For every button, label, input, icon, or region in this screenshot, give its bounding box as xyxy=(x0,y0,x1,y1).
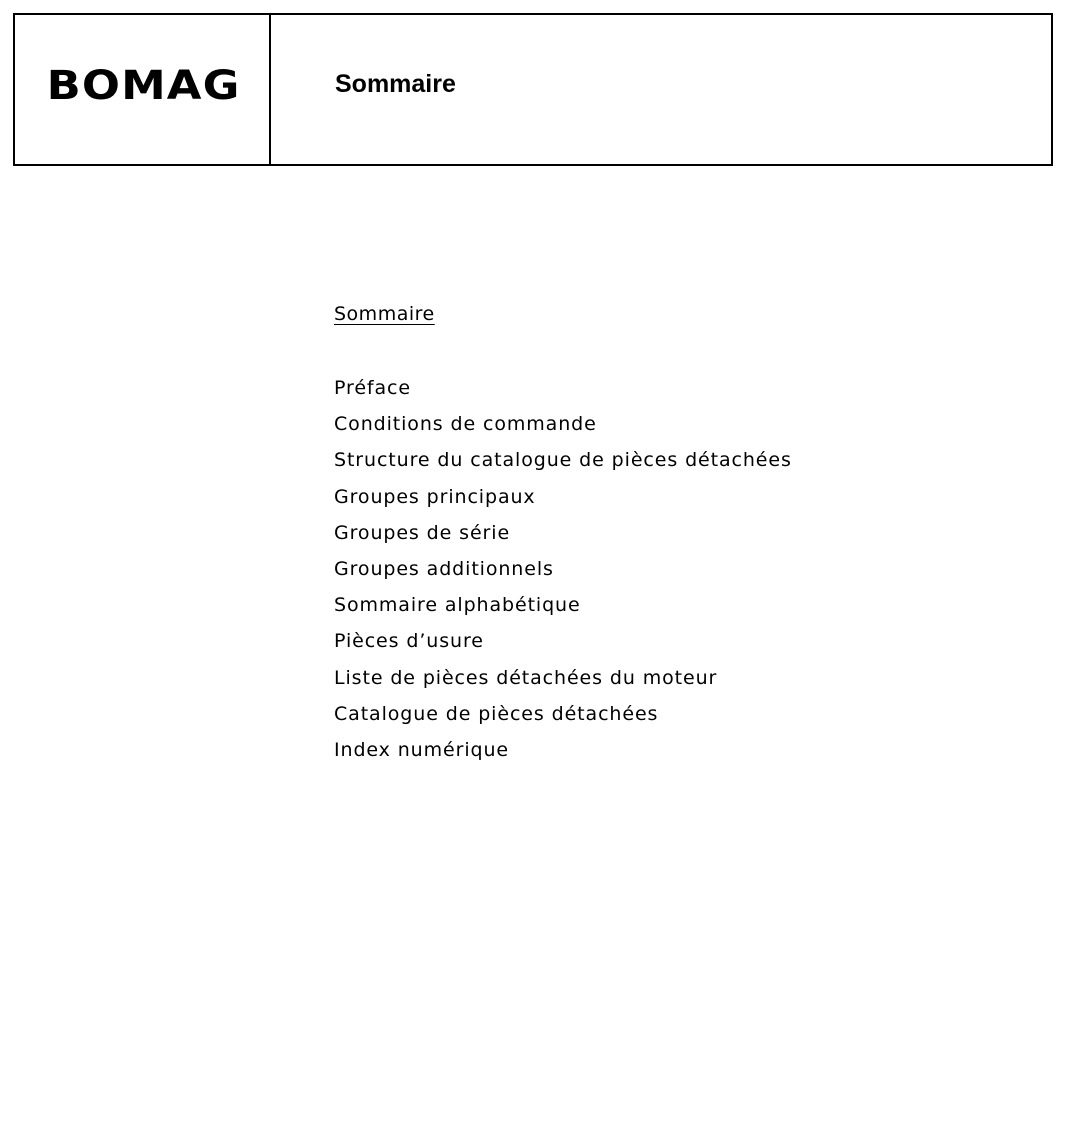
toc-item-groupes-additionnels: Groupes additionnels xyxy=(334,558,554,581)
toc-heading: Sommaire xyxy=(334,303,435,325)
toc-item-sommaire-alphabetique: Sommaire alphabétique xyxy=(334,594,581,617)
toc-item-index-numerique: Index numérique xyxy=(334,739,510,762)
logo-cell xyxy=(15,15,271,164)
table-of-contents xyxy=(334,302,792,768)
title-cell xyxy=(271,15,1051,164)
toc-item-groupes-serie: Groupes de série xyxy=(334,521,511,544)
toc-item-pieces-usure: Pièces d’usure xyxy=(334,630,484,653)
page-title: Sommaire xyxy=(335,69,456,98)
toc-item-conditions-commande: Conditions de commande xyxy=(334,413,597,436)
page-header xyxy=(13,13,1053,166)
toc-item-catalogue-pieces: Catalogue de pièces détachées xyxy=(334,702,659,725)
toc-item-liste-pieces-moteur: Liste de pièces détachées du moteur xyxy=(334,666,718,689)
toc-item-groupes-principaux: Groupes principaux xyxy=(334,485,536,508)
bomag-logo: BOMAG xyxy=(47,62,241,109)
toc-list xyxy=(334,370,792,768)
toc-item-preface: Préface xyxy=(334,377,411,399)
toc-item-structure-catalogue: Structure du catalogue de pièces détachées xyxy=(334,449,792,472)
